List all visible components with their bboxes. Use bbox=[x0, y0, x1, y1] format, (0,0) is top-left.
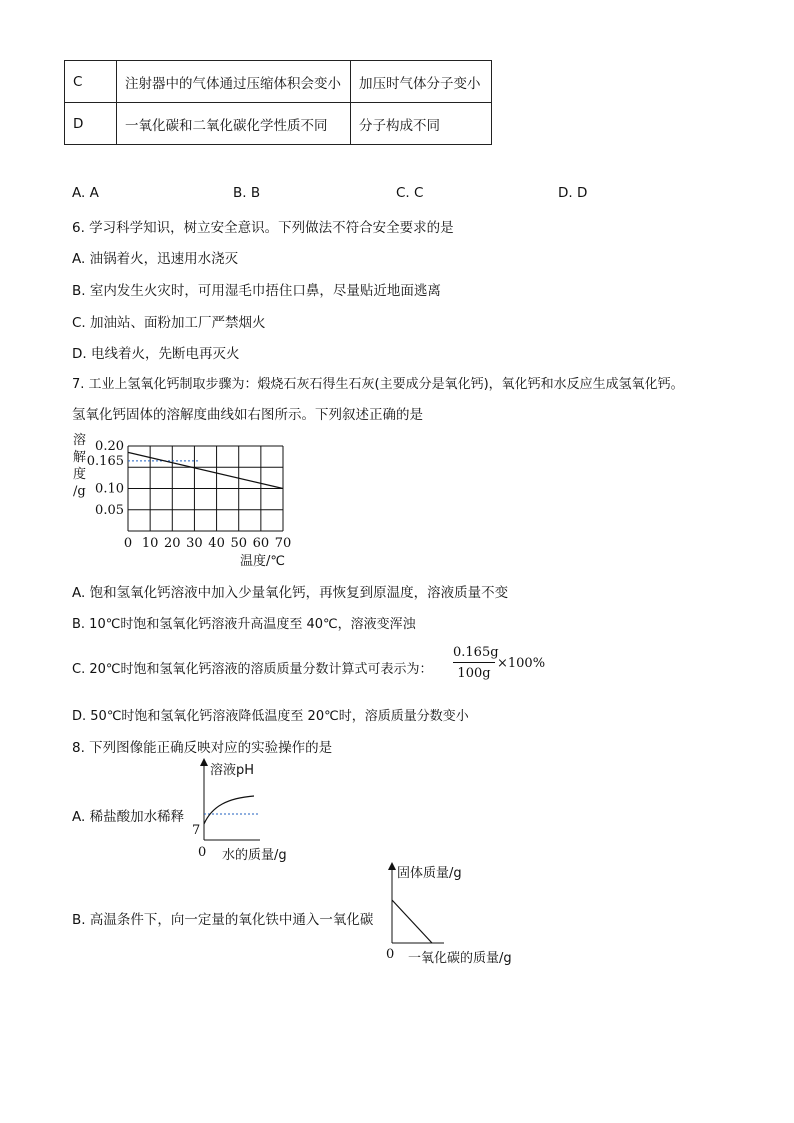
y-tick-label: 0.10 bbox=[95, 481, 124, 497]
table-cell-explanation: 分子构成不同 bbox=[351, 103, 492, 145]
solubility-curve bbox=[128, 452, 283, 488]
table-cell-phenomenon: 一氧化碳和二氧化碳化学性质不同 bbox=[117, 103, 351, 145]
q5-choice-c: C. C bbox=[396, 185, 424, 201]
q7-option-c-fraction bbox=[453, 645, 499, 681]
x-tick-label: 60 bbox=[252, 536, 270, 551]
y-tick-label: 0.05 bbox=[95, 502, 124, 518]
q5-choice-a: A. A bbox=[72, 185, 99, 201]
y-tick-labels bbox=[87, 439, 124, 518]
y-label-unit: /g bbox=[73, 484, 86, 499]
x-axis-label: 温度/℃ bbox=[240, 554, 285, 569]
table-cell-phenomenon: 注射器中的气体通过压缩体积会变小 bbox=[117, 61, 351, 103]
solubility-chart bbox=[66, 428, 306, 573]
ph-curve bbox=[204, 796, 254, 824]
table-cell-explanation: 加压时气体分子变小 bbox=[351, 61, 492, 103]
ph-chart bbox=[190, 758, 310, 868]
solid-mass-chart bbox=[378, 862, 528, 972]
fraction-denominator: 100g bbox=[457, 666, 491, 681]
ph-y-tick-7: 7 bbox=[192, 823, 201, 838]
q7-option-d: D. 50℃时饱和氢氧化钙溶液降低温度至 20℃时，溶质质量分数变小 bbox=[72, 709, 469, 724]
fraction-numerator: 0.165g bbox=[453, 645, 495, 663]
q6-option-b: B. 室内发生火灾时，可用湿毛巾捂住口鼻，尽量贴近地面逃离 bbox=[72, 283, 441, 299]
x-tick-label: 30 bbox=[186, 536, 203, 551]
q5-choice-d: D. D bbox=[558, 185, 588, 201]
q7-stem-line1: 7. 工业上氢氧化钙制取步骤为：煅烧石灰石得生石灰(主要成分是氧化钙)，氧化钙和水反应生成氢氧化钙。 bbox=[72, 377, 684, 392]
table-row bbox=[65, 61, 492, 103]
q7-option-b: B. 10℃时饱和氢氧化钙溶液升高温度至 40℃，溶液变浑浊 bbox=[72, 617, 416, 632]
table-cell-key: C bbox=[65, 61, 117, 103]
q7-option-a: A. 饱和氢氧化钙溶液中加入少量氧化钙，再恢复到原温度，溶液质量不变 bbox=[72, 585, 509, 601]
x-tick-label: 20 bbox=[164, 536, 181, 551]
question-5-table bbox=[64, 60, 492, 145]
solid-mass-line bbox=[392, 900, 432, 943]
ph-x-label: 水的质量/g bbox=[222, 848, 287, 863]
y-label-char-3: 度 bbox=[73, 467, 87, 482]
x-tick-label: 10 bbox=[141, 536, 159, 551]
x-tick-label: 40 bbox=[208, 536, 225, 551]
y-label-char-1: 溶 bbox=[73, 433, 87, 448]
x-tick-label: 50 bbox=[230, 536, 247, 551]
solid-y-label: 固体质量/g bbox=[397, 866, 462, 881]
chart-grid bbox=[128, 446, 283, 531]
x-tick-labels bbox=[124, 536, 291, 551]
q7-option-c-text: C. 20℃时饱和氢氧化钙溶液的溶质质量分数计算式可表示为： bbox=[72, 662, 433, 677]
table-row bbox=[65, 103, 492, 145]
solid-origin-label: 0 bbox=[386, 947, 395, 962]
table-cell-key: D bbox=[65, 103, 117, 145]
ph-origin-label: 0 bbox=[198, 845, 207, 860]
x-tick-label: 70 bbox=[274, 536, 292, 551]
y-tick-label: 0.20 bbox=[95, 439, 124, 454]
fraction-suffix: ×100% bbox=[497, 656, 546, 671]
x-tick-label: 0 bbox=[123, 536, 133, 551]
q6-option-d: D. 电线着火，先断电再灭火 bbox=[72, 346, 240, 362]
q8-stem: 8. 下列图像能正确反映对应的实验操作的是 bbox=[72, 740, 333, 756]
solid-x-label: 一氧化碳的质量/g bbox=[408, 951, 512, 966]
q8-option-a: A. 稀盐酸加水稀释 bbox=[72, 809, 185, 825]
q6-stem: 6. 学习科学知识，树立安全意识。下列做法不符合安全要求的是 bbox=[72, 220, 454, 236]
y-label-char-2: 解 bbox=[73, 450, 87, 465]
ph-y-label: 溶液pH bbox=[210, 763, 255, 778]
q7-stem-line2: 氢氧化钙固体的溶解度曲线如右图所示。下列叙述正确的是 bbox=[72, 407, 423, 423]
q8-option-b: B. 高温条件下，向一定量的氧化铁中通入一氧化碳 bbox=[72, 912, 374, 928]
q6-option-c: C. 加油站、面粉加工厂严禁烟火 bbox=[72, 315, 266, 331]
q5-choice-b: B. B bbox=[233, 185, 261, 201]
y-tick-label: 0.165 bbox=[86, 453, 124, 469]
q6-option-a: A. 油锅着火，迅速用水浇灭 bbox=[72, 251, 239, 267]
